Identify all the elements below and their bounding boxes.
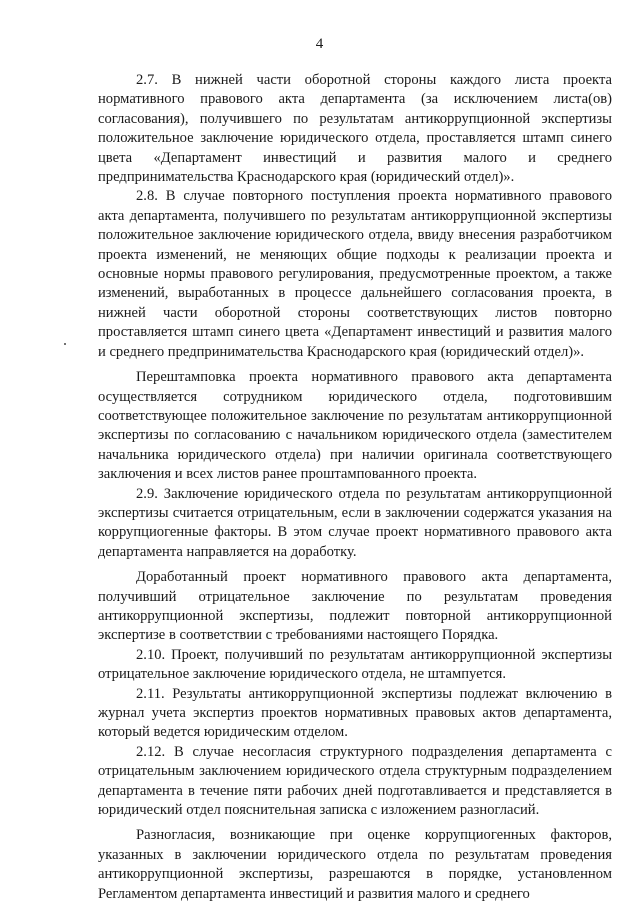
scan-speck bbox=[64, 343, 66, 345]
paragraph-reworked-project: Доработанный проект нормативного правового акта департамента, получивший отрицательное заключение по результатам проведения антикоррупционной экспертизы, подлежит повторной антикоррупционной экспертизе в соответствии с требованиями настоящего Порядка. bbox=[98, 569, 612, 644]
paragraph-2-11: 2.11. Результаты антикоррупционной экспертизы подлежат включению в журнал учета экспертиз проектов нормативных правовых актов департамента, который ведется юридическим отделом. bbox=[98, 685, 612, 741]
paragraph-disagreements: Разногласия, возникающие при оценке коррупциогенных факторов, указанных в заключении юридического отдела по результатам проведения антикоррупционной экспертизы, разрешаются в порядке, установленном Регламентом департамента инвестиций и развития малого и среднего bbox=[98, 827, 612, 902]
document-body bbox=[98, 71, 612, 904]
paragraph-2-7: 2.7. В нижней части оборотной стороны каждого листа проекта нормативного правового акта департамента (за исключением листа(ов) согласования), получившего по результатам антикоррупционной экспертизы положительное заключение юридического отдела, проставляется штамп синего цвета «Департамент инвестиций и развития малого и среднего предпринимательства Краснодарского края (юридический отдел)». bbox=[98, 72, 612, 186]
page-number: 4 bbox=[315, 36, 324, 52]
paragraph-2-12: 2.12. В случае несогласия структурного подразделения департамента с отрицательным заключением юридического отдела структурным подразделением департамента в течение пяти рабочих дней подготавливается и представляется в юридический отдел пояснительная записка с изложением разногласий. bbox=[98, 743, 612, 819]
paragraph-2-9: 2.9. Заключение юридического отдела по результатам антикоррупционной экспертизы считается отрицательным, если в заключении содержатся указания на коррупциогенные факторы. В этом случае проект нормативного правового акта департамента направляется на доработку. bbox=[98, 485, 612, 560]
paragraph-2-8: 2.8. В случае повторного поступления проекта нормативного правового акта департамента, получившего по результатам антикоррупционной экспертизы положительное заключение юридического отдела, ввиду внесения разработчиком проекта изменений, не меняющих общие подходы к реализации проекта и основные нормы правового регулирования, предусмотренные проектом, а также изменений, выработанных в процессе дальнейшего согласования проекта, в нижней части оборотной стороны соответствующих листов повторно проставляется штамп синего цвета «Департамент инвестиций и развития малого и среднего предпринимательства Краснодарского края (юридический отдел)». bbox=[98, 188, 612, 360]
paragraph-restamping: Перештамповка проекта нормативного правового акта департамента осуществляется сотрудником юридического отдела, подготовившим соответствующее положительное заключение по результатам антикоррупционной экспертизы по согласованию с начальником юридического отдела (заместителем начальника юридического отдела) при наличии оригинала соответствующего заключения и всех листов ранее проштампованного проекта. bbox=[98, 369, 612, 483]
paragraph-2-10: 2.10. Проект, получивший по результатам антикоррупционной экспертизы отрицательное заключение юридического отдела, не штампуется. bbox=[98, 646, 612, 683]
